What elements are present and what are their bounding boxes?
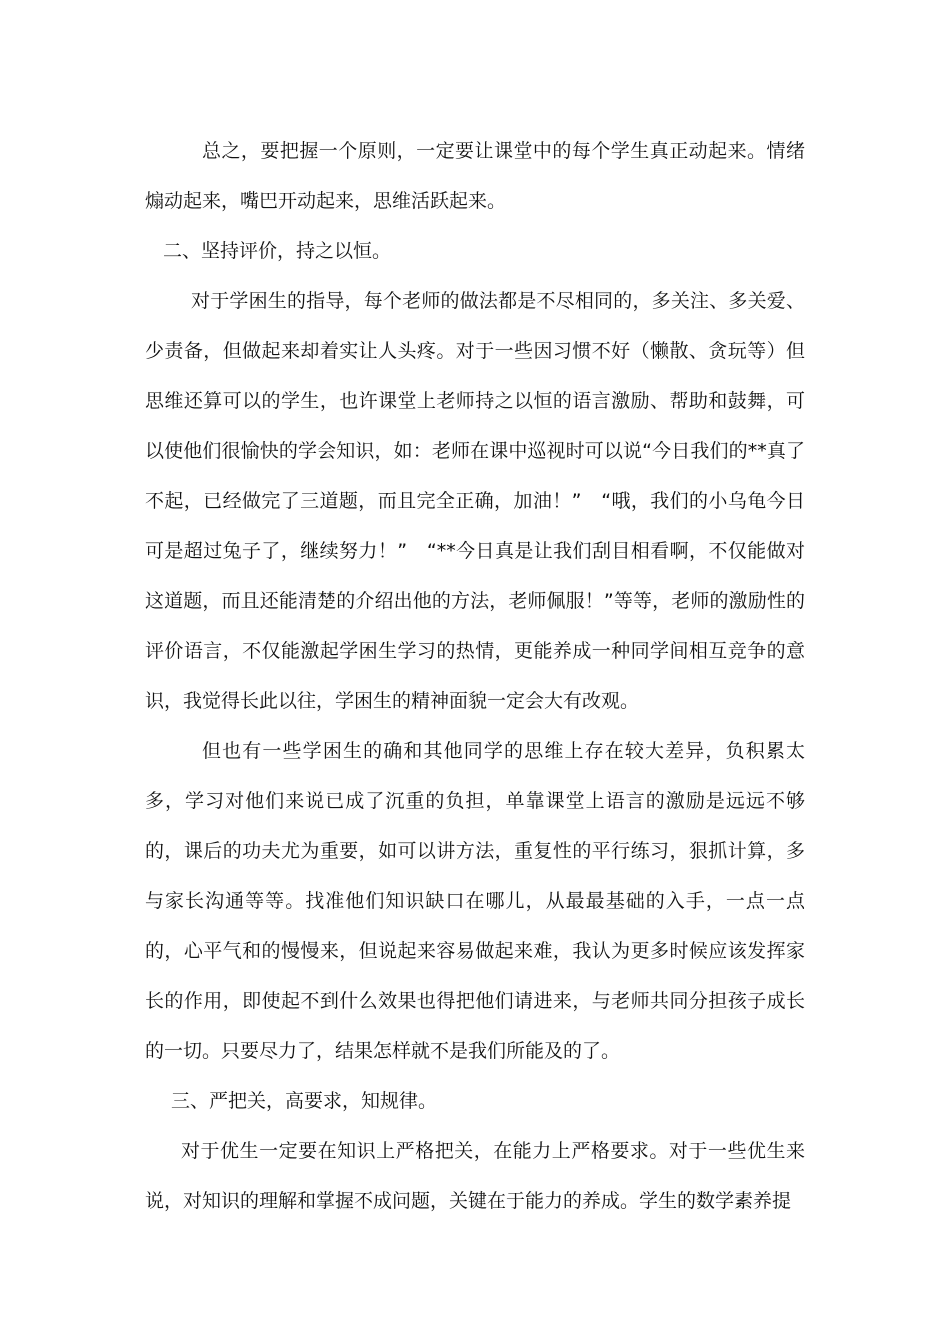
paragraph-struggling-students-praise: 对于学困生的指导，每个老师的做法都是不尽相同的，多关注、多关爱、少责备，但做起来却着实让人头疼。对于一些因习惯不好（懒散、贪玩等）但思维还算可以的学生，也许课堂上老师持之以恒的语言激励、帮助和鼓舞，可以使他们很愉快的学会知识，如：老师在课中巡视时可以说“今日我们的**真了不起，已经做完了三道题，而且完全正确，加油！” “哦，我们的小乌龟今日可是超过兔子了，继续努力！” “**今日真是让我们刮目相看啊，不仅能做对这道题，而且还能清楚的介绍出他的方法，老师佩服！”等等，老师的激励性的评价语言，不仅能激起学困生学习的热情，更能养成一种同学间相互竞争的意识，我觉得长此以往，学困生的精神面貌一定会大有改观。 bbox=[145, 290, 805, 712]
section-heading-3: 三、严把关，高要求，知规律。 bbox=[171, 1090, 438, 1112]
paragraph-struggling-students-parents: 但也有一些学困生的确和其他同学的思维上存在较大差异，负积累太多，学习对他们来说已成了沉重的负担，单靠课堂上语言的激励是远远不够的，课后的功夫尤为重要，如可以讲方法，重复性的平行练习，狠抓计算，多与家长沟通等等。找准他们知识缺口在哪儿，从最最基础的入手，一点一点的，心平气和的慢慢来，但说起来容易做起来难，我认为更多时候应该发挥家长的作用，即使起不到什么效果也得把他们请进来，与老师共同分担孩子成长的一切。只要尽力了，结果怎样就不是我们所能及的了。 bbox=[145, 740, 805, 1062]
paragraph-top-students: 对于优生一定要在知识上严格把关，在能力上严格要求。对于一些优生来说，对知识的理解和掌握不成问题，关键在于能力的养成。学生的数学素养提 bbox=[145, 1140, 805, 1212]
document-body bbox=[145, 126, 805, 1226]
paragraph-summary: 总之，要把握一个原则，一定要让课堂中的每个学生真正动起来。情绪煽动起来，嘴巴开动起来，思维活跃起来。 bbox=[145, 140, 805, 212]
section-heading-2: 二、坚持评价，持之以恒。 bbox=[163, 240, 392, 262]
